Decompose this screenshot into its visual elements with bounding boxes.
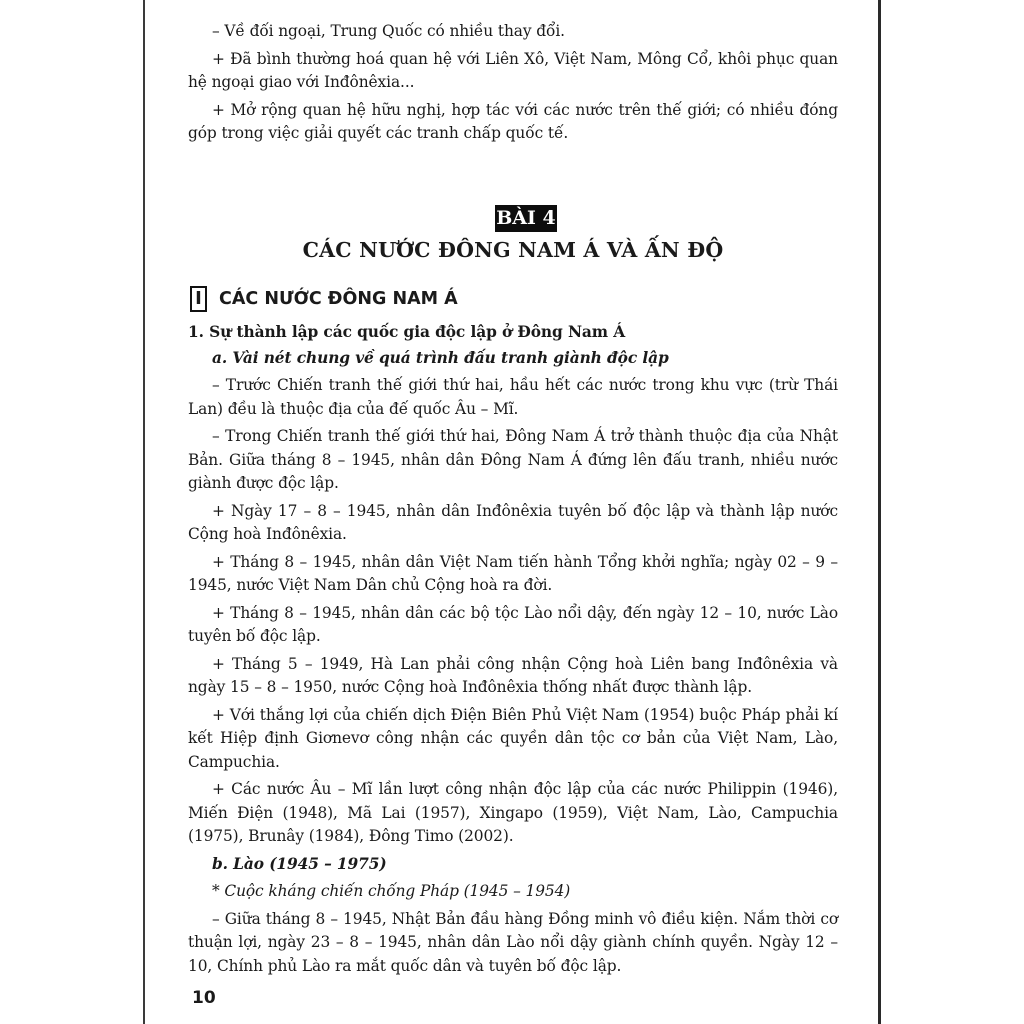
paragraph: + Ngày 17 – 8 – 1945, nhân dân Inđônêxia tuyên bố độc lập và thành lập nước Cộng hoà Inđônêxia. [188, 501, 838, 543]
paragraph: – Giữa tháng 8 – 1945, Nhật Bản đầu hàng Đồng minh vô điều kiện. Nắm thời cơ thuận lợi, ngày 23 – 8 – 1945, nhân dân Lào nổi dậy giành chính quyền. Ngày 12 – 10, Chính phủ Lào ra mắt quốc dân và tuyên bố độc lập. [188, 909, 838, 975]
paragraph: – Trong Chiến tranh thế giới thứ hai, Đông Nam Á trở thành thuộc địa của Nhật Bản. Giữa tháng 8 – 1945, nhân dân Đông Nam Á đứng lên đấu tranh, nhiều nước giành được độc lập. [188, 427, 838, 492]
subheading-b: b. Lào (1945 – 1975) [212, 854, 387, 873]
page-left-edge [143, 0, 145, 1024]
paragraph: + Mở rộng quan hệ hữu nghị, hợp tác với các nước trên thế giới; có nhiều đóng góp trong việc giải quyết các tranh chấp quốc tế. [188, 100, 838, 142]
paragraph: + Tháng 5 – 1949, Hà Lan phải công nhận Cộng hoà Liên bang Inđônêxia và ngày 15 – 8 – 1950, nước Cộng hoà Inđônêxia thống nhất được thành lập. [188, 654, 838, 696]
subheading-star: * Cuộc kháng chiến chống Pháp (1945 – 1954) [212, 882, 571, 900]
paragraph: – Về đối ngoại, Trung Quốc có nhiều thay đổi. [212, 22, 565, 40]
paragraph: + Tháng 8 – 1945, nhân dân các bộ tộc Lào nổi dậy, đến ngày 12 – 10, nước Lào tuyên bố độc lập. [188, 603, 838, 645]
page-right-edge [878, 0, 881, 1024]
top-text-block [188, 20, 838, 150]
paragraph: + Các nước Âu – Mĩ lần lượt công nhận độc lập của các nước Philippin (1946), Miến Điện (1948), Mã Lai (1957), Xingapo (1959), Việt Nam, Lào, Campuchia (1975), Brunây (1984), Đông Timo (2002). [188, 780, 838, 845]
paragraph: + Với thắng lợi của chiến dịch Điện Biên Phủ Việt Nam (1954) buộc Pháp phải kí kết Hiệp định Giơnevơ công nhận các quyền dân tộc cơ bản của Việt Nam, Lào, Campuchia. [188, 705, 838, 771]
section-title: CÁC NƯỚC ĐÔNG NAM Á [219, 289, 458, 309]
section-body [188, 321, 838, 982]
subheading-a: a. Vài nét chung về quá trình đấu tranh giành độc lập [212, 348, 669, 367]
lesson-title: CÁC NƯỚC ĐÔNG NAM Á VÀ ẤN ĐỘ [302, 238, 724, 262]
paragraph: – Trước Chiến tranh thế giới thứ hai, hầu hết các nước trong khu vực (trừ Thái Lan) đều là thuộc địa của đế quốc Âu – Mĩ. [188, 376, 838, 418]
paragraph: + Đã bình thường hoá quan hệ với Liên Xô, Việt Nam, Mông Cổ, khôi phục quan hệ ngoại giao với Inđônêxia... [188, 49, 838, 91]
page-number: 10 [192, 988, 216, 1008]
section-numeral-box: I [190, 286, 207, 312]
paragraph: + Tháng 8 – 1945, nhân dân Việt Nam tiến hành Tổng khởi nghĩa; ngày 02 – 9 – 1945, nước Việt Nam Dân chủ Cộng hoà ra đời. [188, 552, 838, 594]
lesson-badge: BÀI 4 [495, 205, 557, 232]
subsection-heading: 1. Sự thành lập các quốc gia độc lập ở Đông Nam Á [188, 323, 626, 341]
